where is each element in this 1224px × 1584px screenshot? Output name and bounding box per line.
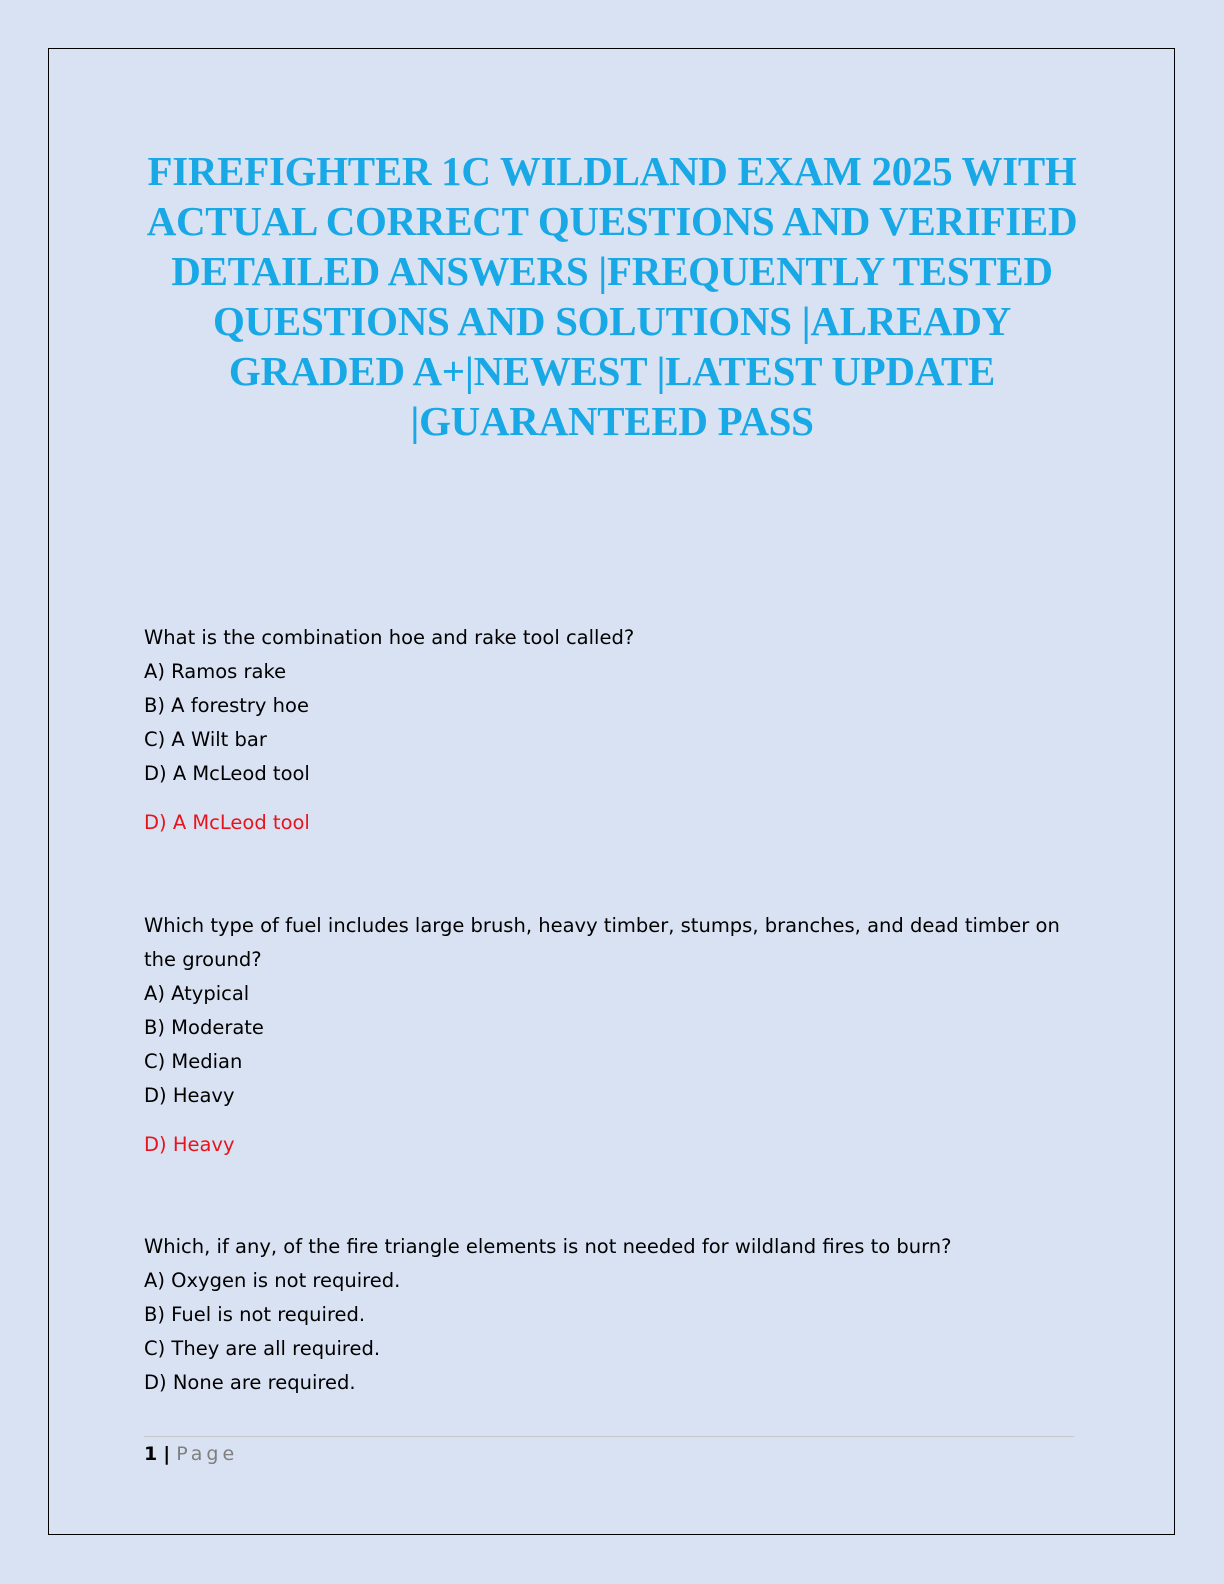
page-number: 1 [144,1443,158,1465]
question-3 [144,1230,1064,1400]
question-spacer [144,1181,1064,1230]
page-footer [144,1441,238,1467]
question-2-option-c: C) Median [144,1049,243,1073]
question-2-option-b: B) Moderate [144,1015,264,1039]
question-3-option-d: D) None are required. [144,1371,356,1394]
question-spacer [144,860,1064,909]
question-1-answer: D) A McLeod tool [144,811,310,834]
question-1-option-b: B) A forestry hoe [144,694,309,717]
document-title: FIREFIGHTER 1C WILDLAND EXAM 2025 WITH ACTUAL CORRECT QUESTIONS AND VERIFIED DETAILED ANSWERS |FREQUENTLY TESTED QUESTIONS AND SOLUTIONS |ALREADY GRADED A+|NEWEST |LATEST UPDATE |GUARANTEED PASS [146,148,1078,444]
question-3-text: Which, if any, of the fire triangle elements is not needed for wildland fires to burn? [144,1235,952,1258]
question-2-option-a: A) Atypical [144,981,250,1005]
question-2-answer: D) Heavy [144,1132,235,1156]
page-label: Page [176,1443,239,1465]
question-1 [144,621,1064,840]
question-1-option-c: C) A Wilt bar [144,728,267,751]
question-2 [144,909,1064,1162]
question-3-option-a: A) Oxygen is not required. [144,1269,401,1292]
question-1-option-d: D) A McLeod tool [144,762,310,785]
question-list [144,621,1064,1400]
question-1-option-a: A) Ramos rake [144,660,287,683]
question-2-text: Which type of fuel includes large brush, heavy timber, stumps, branches, and dead timber on the ground? [144,913,1060,971]
question-3-option-b: B) Fuel is not required. [144,1303,366,1326]
question-3-option-c: C) They are all required. [144,1337,381,1360]
question-2-option-d: D) Heavy [144,1083,235,1107]
question-1-text: What is the combination hoe and rake tool called? [144,626,635,649]
footer-divider [144,1436,1074,1437]
footer-separator: | [163,1443,171,1465]
